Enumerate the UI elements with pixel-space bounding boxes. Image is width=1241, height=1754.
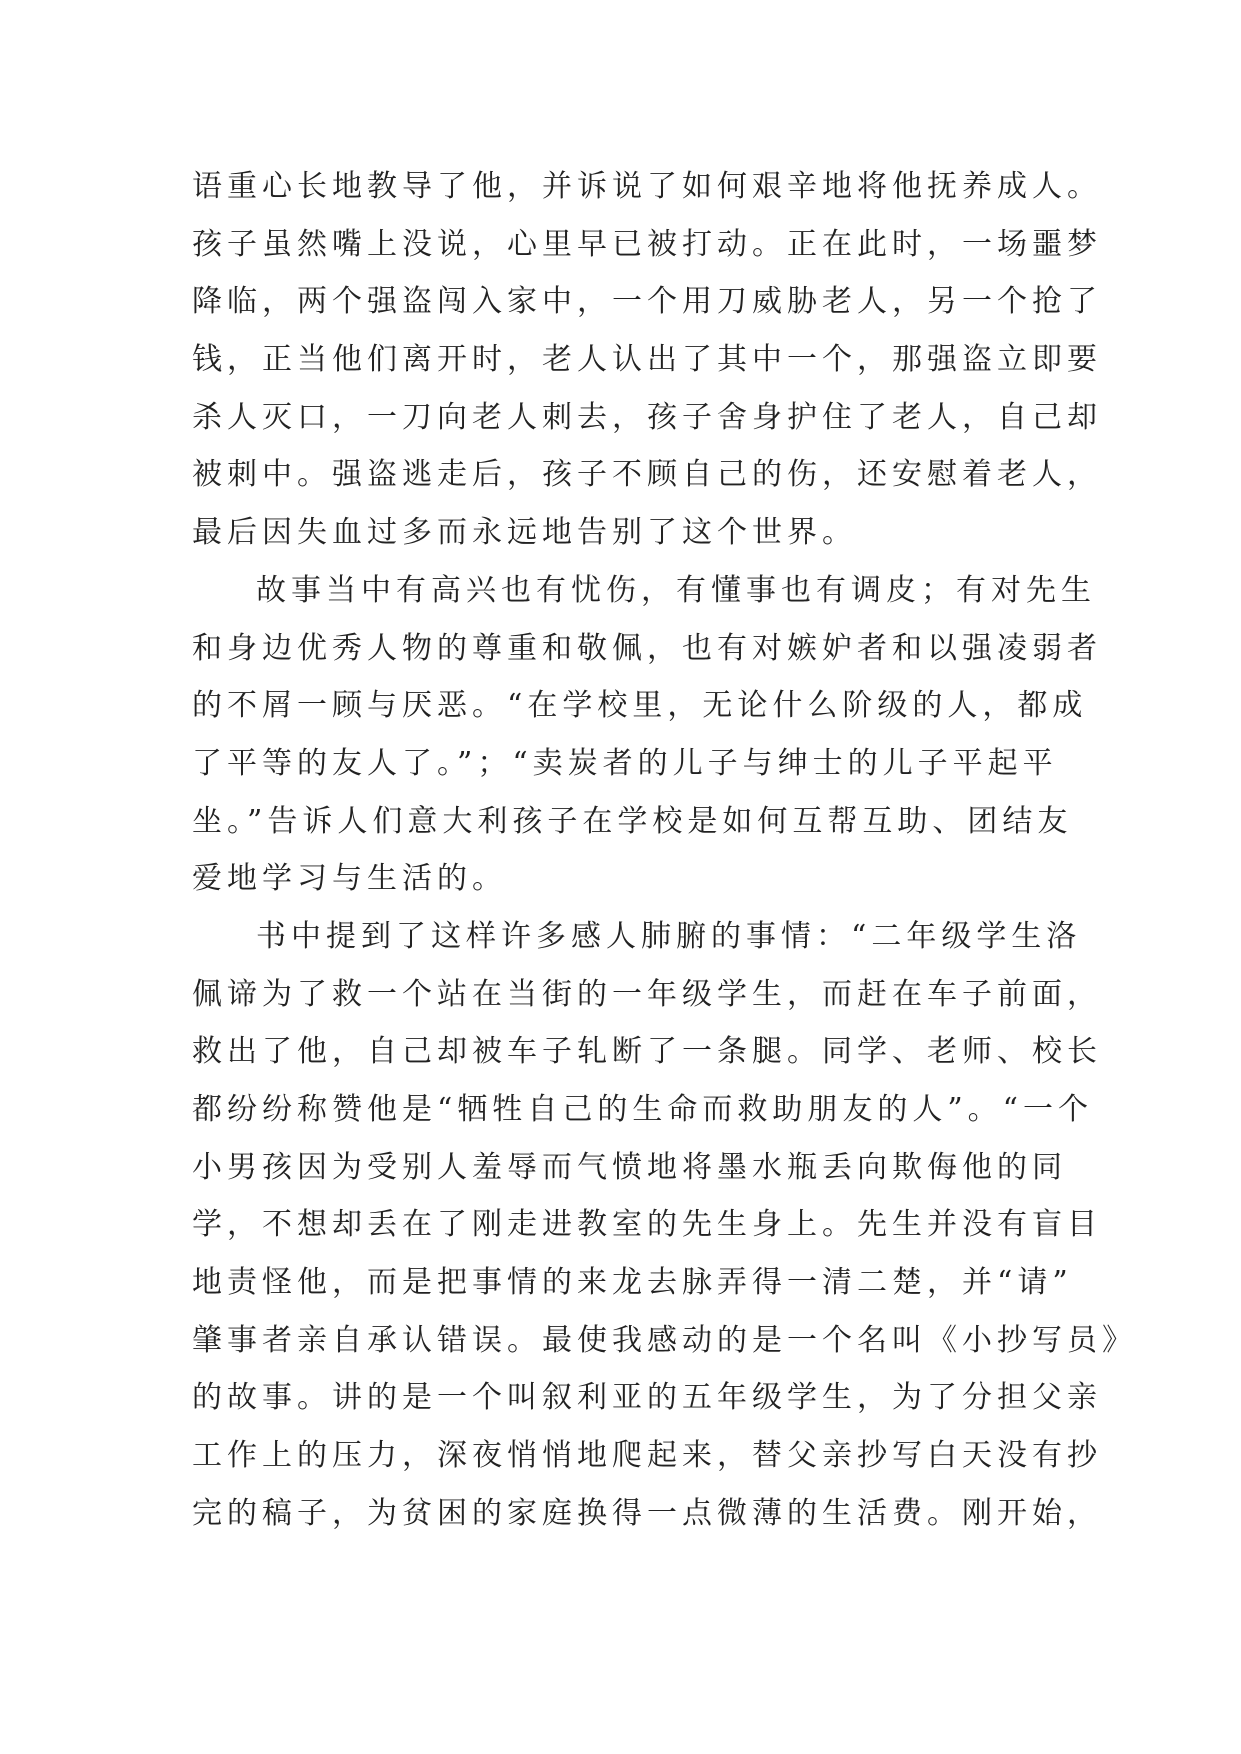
text-line: 小男孩因为受别人羞辱而气愤地将墨水瓶丢向欺侮他的同	[192, 1149, 1067, 1185]
text-line: 了平等的友人了。”；“卖炭者的儿子与绅士的儿子平起平	[192, 745, 1058, 781]
paragraph-start-line: 故事当中有高兴也有忧伤，有懂事也有调皮；有对先生	[256, 572, 1096, 608]
text-line: 的故事。讲的是一个叫叙利亚的五年级学生，为了分担父亲	[192, 1380, 1102, 1416]
text-line: 都纷纷称赞他是“牺牲自己的生命而救助朋友的人”。“一个	[192, 1092, 1094, 1127]
text-line: 降临，两个强盗闯入家中，一个用刀威胁老人，另一个抢了	[192, 284, 1102, 320]
paragraph-start-line: 书中提到了这样许多感人肺腑的事情：“二年级学生洛	[256, 918, 1082, 954]
text-line: 佩谛为了救一个站在当街的一年级学生，而赶在车子前面，	[192, 976, 1102, 1012]
text-line: 最后因失血过多而永远地告别了这个世界。	[192, 515, 857, 551]
text-line: 肇事者亲自承认错误。最使我感动的是一个名叫《小抄写员》	[192, 1322, 1137, 1358]
body-text	[192, 158, 1137, 1543]
text-line: 孩子虽然嘴上没说，心里早已被打动。正在此时，一场噩梦	[192, 226, 1102, 262]
text-line: 被刺中。强盗逃走后，孩子不顾自己的伤，还安慰着老人，	[192, 457, 1102, 493]
text-line: 工作上的压力，深夜悄悄地爬起来，替父亲抄写白天没有抄	[192, 1438, 1102, 1474]
text-line: 钱，正当他们离开时，老人认出了其中一个，那强盗立即要	[192, 342, 1102, 378]
text-line: 爱地学习与生活的。	[192, 861, 507, 897]
text-line: 救出了他，自己却被车子轧断了一条腿。同学、老师、校长	[192, 1034, 1102, 1070]
text-line: 完的稿子，为贫困的家庭换得一点微薄的生活费。刚开始，	[192, 1495, 1102, 1531]
text-line: 坐。”告诉人们意大利孩子在学校是如何互帮互助、团结友	[192, 803, 1073, 839]
text-line: 地责怪他，而是把事情的来龙去脉弄得一清二楚，并“请”	[192, 1265, 1073, 1301]
text-line: 的不屑一顾与厌恶。“在学校里，无论什么阶级的人，都成	[192, 688, 1088, 724]
text-line: 学，不想却丢在了刚走进教室的先生身上。先生并没有盲目	[192, 1207, 1102, 1243]
text-line: 语重心长地教导了他，并诉说了如何艰辛地将他抚养成人。	[192, 169, 1102, 204]
text-line: 和身边优秀人物的尊重和敬佩，也有对嫉妒者和以强凌弱者	[192, 630, 1102, 666]
text-line: 杀人灭口，一刀向老人刺去，孩子舍身护住了老人，自己却	[192, 399, 1102, 435]
